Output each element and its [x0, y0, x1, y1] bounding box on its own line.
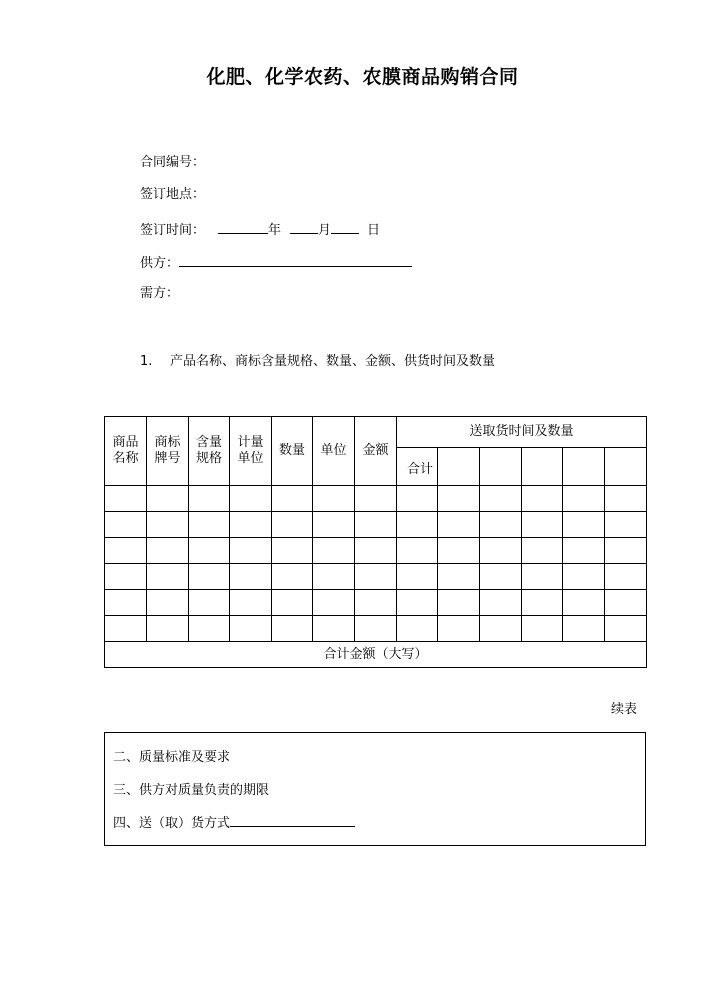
table-cell[interactable]	[105, 486, 147, 512]
table-cell[interactable]	[147, 616, 189, 642]
table-cell[interactable]	[438, 486, 480, 512]
table-cell[interactable]	[272, 564, 313, 590]
table-cell[interactable]	[313, 512, 355, 538]
table-cell[interactable]	[272, 616, 313, 642]
table-cell[interactable]	[189, 564, 230, 590]
day-label: 日	[367, 223, 381, 238]
header-content-spec: 含量 规格	[189, 417, 230, 486]
sign-time-label: 签订时间：	[140, 223, 206, 238]
table-cell[interactable]	[397, 590, 438, 616]
table-cell[interactable]	[605, 616, 647, 642]
table-cell[interactable]	[438, 616, 480, 642]
table-cell[interactable]	[230, 590, 272, 616]
table-row	[105, 486, 647, 512]
table-cell[interactable]	[230, 538, 272, 564]
header-subtotal: 合计	[397, 448, 438, 486]
term-delivery-method: 四、送（取）货方式	[113, 816, 231, 831]
table-cell[interactable]	[272, 538, 313, 564]
table-cell[interactable]	[522, 564, 563, 590]
table-row	[105, 590, 647, 616]
term-quality-standard: 二、质量标准及要求	[113, 750, 231, 765]
sign-place-label: 签订地点：	[140, 187, 206, 202]
table-cell[interactable]	[105, 564, 147, 590]
supplier-blank[interactable]	[179, 253, 412, 267]
month-blank[interactable]	[290, 220, 318, 234]
table-cell[interactable]	[438, 590, 480, 616]
continued-label: 续表	[611, 702, 638, 717]
table-cell[interactable]	[563, 486, 605, 512]
table-cell[interactable]	[272, 486, 313, 512]
supplier-field	[140, 253, 412, 272]
term-quality-period: 三、供方对质量负责的期限	[113, 783, 270, 798]
table-cell[interactable]	[189, 616, 230, 642]
table-cell[interactable]	[105, 512, 147, 538]
header-product-name: 商品 名称	[105, 417, 147, 486]
table-cell[interactable]	[438, 564, 480, 590]
header-unit: 单位	[313, 417, 355, 486]
table-cell[interactable]	[563, 538, 605, 564]
table-cell[interactable]	[480, 538, 522, 564]
table-cell[interactable]	[355, 486, 397, 512]
table-cell[interactable]	[438, 538, 480, 564]
year-label: 年	[268, 223, 282, 238]
table-cell[interactable]	[522, 512, 563, 538]
section-1-heading	[140, 350, 495, 369]
table-cell[interactable]	[563, 564, 605, 590]
supplier-label: 供方：	[140, 256, 180, 271]
table-cell[interactable]	[147, 590, 189, 616]
buyer-field	[140, 286, 179, 302]
contract-number-field	[140, 155, 205, 171]
table-cell[interactable]	[605, 538, 647, 564]
table-cell[interactable]	[355, 538, 397, 564]
delivery-slot-cell[interactable]	[480, 448, 522, 486]
table-cell[interactable]	[147, 486, 189, 512]
table-cell[interactable]	[480, 486, 522, 512]
delivery-slot-cell[interactable]	[563, 448, 605, 486]
table-row	[105, 512, 647, 538]
sign-time-field	[140, 220, 380, 239]
table-cell[interactable]	[189, 486, 230, 512]
terms-box	[104, 732, 646, 846]
table-cell[interactable]	[147, 538, 189, 564]
table-row	[105, 538, 647, 564]
table-cell[interactable]	[105, 590, 147, 616]
delivery-slot-cell[interactable]	[522, 448, 563, 486]
table-cell[interactable]	[272, 512, 313, 538]
table-cell[interactable]	[480, 616, 522, 642]
delivery-method-blank[interactable]	[230, 813, 355, 827]
section-1-number: 1.	[140, 354, 153, 369]
table-cell[interactable]	[605, 590, 647, 616]
table-cell[interactable]	[480, 564, 522, 590]
table-cell[interactable]	[230, 512, 272, 538]
table-cell[interactable]	[397, 486, 438, 512]
table-cell[interactable]	[605, 564, 647, 590]
header-quantity: 数量	[272, 417, 313, 486]
table-cell[interactable]	[189, 512, 230, 538]
table-cell[interactable]	[230, 616, 272, 642]
table-cell[interactable]	[563, 512, 605, 538]
buyer-label: 需方：	[140, 286, 180, 301]
table-cell[interactable]	[522, 616, 563, 642]
table-cell[interactable]	[105, 616, 147, 642]
table-cell[interactable]	[313, 616, 355, 642]
header-brand: 商标 牌号	[147, 417, 189, 486]
table-cell[interactable]	[480, 512, 522, 538]
section-1-text: 产品名称、商标含量规格、数量、金额、供货时间及数量	[170, 354, 496, 369]
table-cell[interactable]	[230, 486, 272, 512]
delivery-slot-cell[interactable]	[438, 448, 480, 486]
sign-place-field	[140, 187, 205, 203]
table-cell[interactable]	[355, 616, 397, 642]
table-cell[interactable]	[522, 590, 563, 616]
year-blank[interactable]	[218, 220, 268, 234]
table-cell[interactable]	[313, 590, 355, 616]
delivery-slot-cell[interactable]	[605, 448, 647, 486]
header-delivery-time-quantity: 送取货时间及数量	[397, 417, 647, 448]
table-cell[interactable]	[355, 590, 397, 616]
table-cell[interactable]	[605, 512, 647, 538]
document-title: 化肥、化学农药、农膜商品购销合同	[206, 66, 519, 88]
table-cell[interactable]	[397, 616, 438, 642]
day-blank[interactable]	[331, 220, 359, 234]
table-cell[interactable]	[397, 512, 438, 538]
table-cell[interactable]	[355, 512, 397, 538]
total-amount-label: 合计金额（大写）	[105, 642, 647, 668]
table-row	[105, 564, 647, 590]
term-delivery-method-row	[113, 812, 355, 831]
table-cell[interactable]	[105, 538, 147, 564]
table-cell[interactable]	[355, 564, 397, 590]
table-cell[interactable]	[522, 538, 563, 564]
table-cell[interactable]	[313, 486, 355, 512]
table-cell[interactable]	[397, 564, 438, 590]
table-cell[interactable]	[189, 590, 230, 616]
month-label: 月	[318, 223, 332, 238]
table-cell[interactable]	[313, 538, 355, 564]
table-cell[interactable]	[147, 512, 189, 538]
header-measure-unit: 计量 单位	[230, 417, 272, 486]
header-amount: 金额	[355, 417, 397, 486]
table-cell[interactable]	[438, 512, 480, 538]
table-cell[interactable]	[147, 564, 189, 590]
table-cell[interactable]	[189, 538, 230, 564]
table-cell[interactable]	[563, 616, 605, 642]
table-cell[interactable]	[480, 590, 522, 616]
table-row	[105, 616, 647, 642]
table-cell[interactable]	[397, 538, 438, 564]
contract-number-label: 合同编号：	[140, 155, 206, 170]
table-cell[interactable]	[272, 590, 313, 616]
table-cell[interactable]	[313, 564, 355, 590]
product-table	[104, 416, 647, 668]
table-cell[interactable]	[563, 590, 605, 616]
table-cell[interactable]	[605, 486, 647, 512]
table-cell[interactable]	[522, 486, 563, 512]
table-cell[interactable]	[230, 564, 272, 590]
